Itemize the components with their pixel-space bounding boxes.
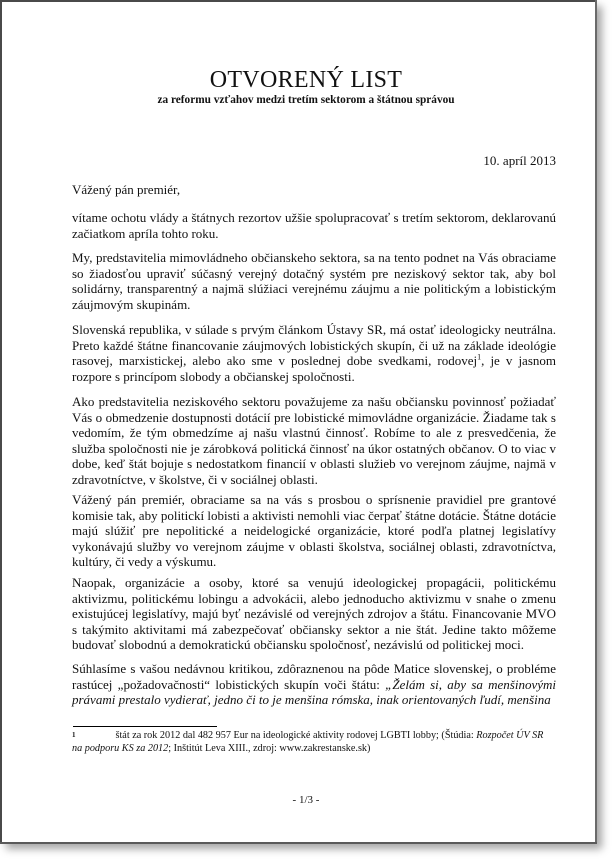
- salutation: Vážený pán premiér,: [72, 182, 181, 197]
- paragraph-5: Vážený pán premiér, obraciame sa na vás s prosbou o sprísnenie pravidiel pre grantové komisie tak, aby politickí lobisti a aktivisti nemohli viac čerpať štátne dotácie. Štátne dotácie majú slúžiť pre nepolitické a neidelogické organizácie, ktoré podľa platnej legislatívy vykonávajú služby vo verejnom záujme v oblasti školstva, sociálnej oblasti, zdravotníctva, kultúry, či vedy a výskumu.: [72, 492, 556, 570]
- paragraph-3: [72, 322, 556, 384]
- footnote-text-b: ; Inštitút Leva XIII., zdroj: www.zakrestanske.sk): [168, 743, 371, 754]
- letter-subtitle: za reformu vzťahov medzi tretím sektorom a štátnou správou: [157, 94, 455, 106]
- footnote-ref[interactable]: 1: [477, 352, 482, 362]
- letter-date: 10. apríl 2013: [483, 153, 556, 168]
- page-edge-bottom: [0, 842, 597, 844]
- quote-italic: „Želám si, aby sa menšinovými právami prestalo vydierať, jedno či to je menšina rómska, inak orientovaných ľudí, menšina: [72, 676, 557, 708]
- paragraph-7: [72, 661, 556, 708]
- page-edge-right: [595, 0, 597, 843]
- footnote-text-italic: Rozpočet ÚV SR na podporu KS za 2012: [72, 730, 544, 754]
- page-number: - 1/3 -: [292, 794, 320, 806]
- paragraph-1: vítame ochotu vlády a štátnych rezortov užšie spolupracovať s tretím sektorom, deklarovanú začiatkom apríla tohto roku.: [72, 210, 556, 241]
- paragraph-3-tail: , je v jasnom rozpore s princípom slobody a občianskej spoločnosti.: [72, 353, 557, 384]
- letter-title: OTVORENÝ LIST: [209, 67, 403, 93]
- paragraph-3-text: Slovenská republika, v súlade s prvým článkom Ústavy SR, má ostať ideologicky neutrálna. Preto každé štátne financovanie záujmových lobistických skupín, či už na základe ideológie rasovej, marxistickej, alebo ako sme v poslednej dobe svedkami, rodovej: [72, 322, 556, 369]
- footnote: [72, 729, 552, 755]
- paragraph-4: Ako predstavitelia neziskového sektoru považujeme za našu občiansku povinnosť požiadať Vás o obmedzenie dostupnosti dotácií pre lobistické mimovládne organizácie. Žiadame tak s vedomím, že tým obmedzíme aj našu vlastnú činnosť. Robíme to ale z presvedčenia, že služba spoločnosti nie je zárobková politická činnosť na úkor ostatných občanov. O to viac v dobe, keď štát bojuje s nedostatkom financií v oblasti služieb vo verejnom záujme, najmä v zdravotníctve, v školstve, či v sociálnej oblasti.: [72, 394, 556, 487]
- footnote-text-a: štát za rok 2012 dal 482 957 Eur na ideologické aktivity rodovej LGBTI lobby; (Štúdia:: [115, 730, 477, 741]
- footnote-number: 1: [72, 731, 76, 739]
- footnote-separator: [73, 726, 217, 727]
- paragraph-6: Naopak, organizácie a osoby, ktoré sa venujú ideologickej propagácii, politickému aktivizmu, politickému lobingu a advokácii, alebo jednoducho aktivizmu v snahe o zmenu existujúcej legislatívy, majú byť nezávislé od verejných zdrojov a štátu. Financovanie MVO s takýmito aktivitami má zabezpečovať občiansky sektor a nie štát. Jedine takto môžeme budovať slobodnú a demokratickú občiansku spoločnosť, nezávislú od politickej moci.: [72, 575, 556, 653]
- paragraph-2: My, predstavitelia mimovládneho občianskeho sektora, sa na tento podnet na Vás obraciame so žiadosťou upraviť súčasný verejný dotačný systém pre neziskový sektor tak, aby bol solidárny, transparentný a najmä slúžiaci verejnému záujmu a nie politickým a lobistickým záujmovým skupinám.: [72, 250, 556, 312]
- paragraph-7-text: Súhlasíme s vašou nedávnou kritikou, zdôraznenou na pôde Matice slovenskej, o probléme rastúcej „požadovačnosti“ lobistických skupín voči štátu:: [72, 661, 556, 692]
